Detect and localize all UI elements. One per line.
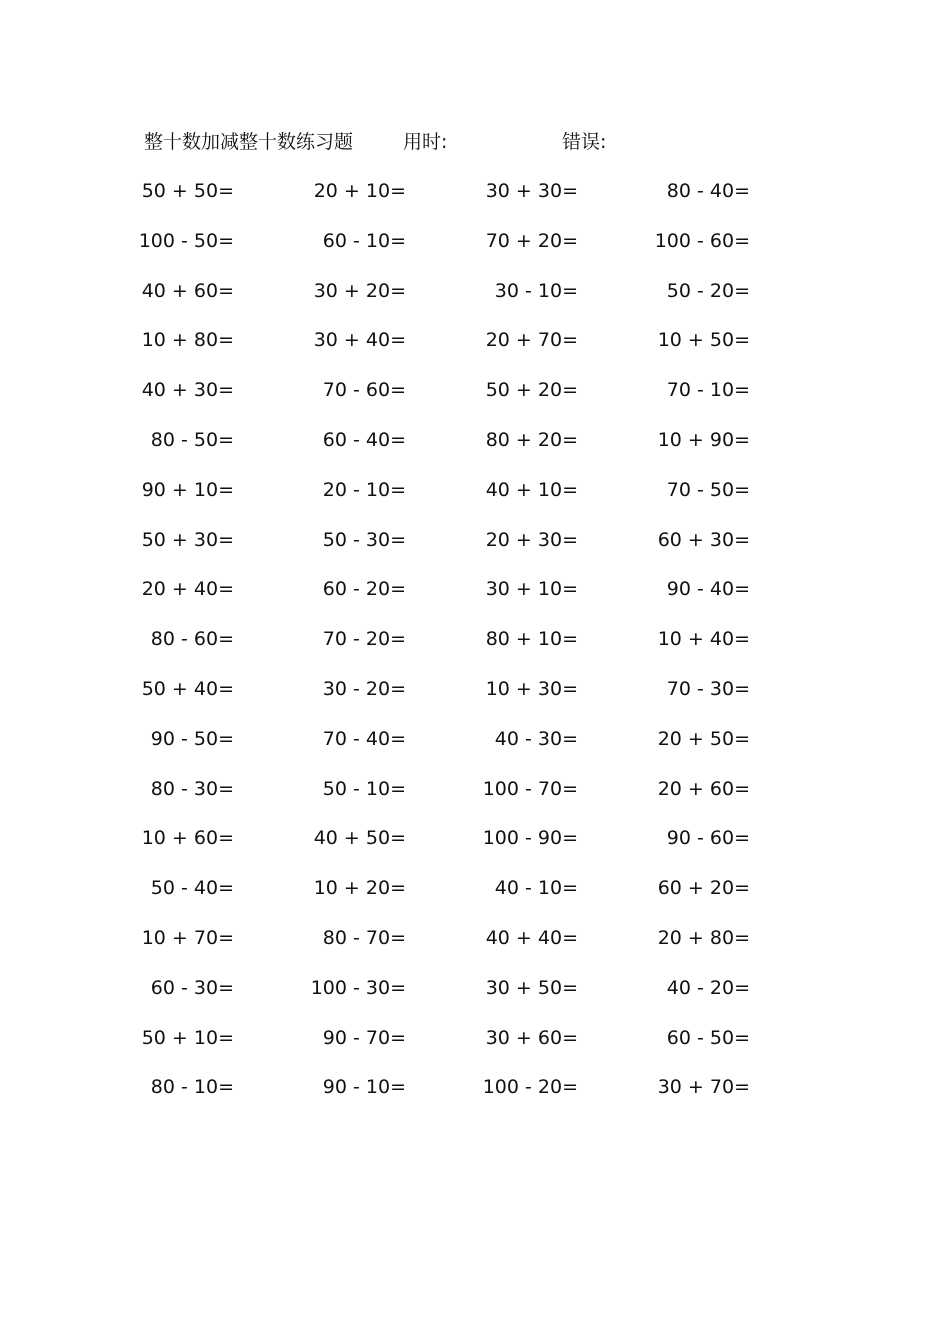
problem-row	[0, 278, 950, 328]
arithmetic-problem: 40 + 30=	[141, 379, 234, 402]
arithmetic-problem: 40 + 10=	[485, 478, 578, 501]
arithmetic-problem: 80 + 20=	[485, 428, 578, 451]
arithmetic-problem: 80 - 30=	[150, 777, 234, 800]
arithmetic-problem: 100 - 90=	[482, 827, 578, 850]
arithmetic-problem: 90 - 40=	[666, 578, 750, 601]
arithmetic-problem: 50 - 30=	[322, 528, 406, 551]
problem-row	[0, 576, 950, 626]
arithmetic-problem: 80 - 60=	[150, 628, 234, 651]
arithmetic-problem: 40 + 40=	[485, 926, 578, 949]
problem-row	[0, 726, 950, 776]
arithmetic-problem: 60 - 10=	[322, 229, 406, 252]
arithmetic-problem: 100 - 60=	[654, 229, 750, 252]
arithmetic-problem: 30 + 30=	[485, 180, 578, 202]
arithmetic-problem: 100 - 70=	[482, 777, 578, 800]
arithmetic-problem: 90 - 10=	[322, 1076, 406, 1099]
worksheet-title: 整十数加减整十数练习题	[144, 131, 354, 153]
arithmetic-problem: 70 - 50=	[666, 478, 750, 501]
arithmetic-problem: 80 - 10=	[150, 1076, 234, 1099]
problem-row	[0, 327, 950, 377]
arithmetic-problem: 10 + 50=	[657, 329, 750, 352]
problem-row	[0, 825, 950, 875]
arithmetic-problem: 10 + 30=	[485, 677, 578, 700]
arithmetic-problem: 50 - 10=	[322, 777, 406, 800]
arithmetic-problem: 80 - 40=	[666, 180, 750, 202]
problem-row	[0, 975, 950, 1025]
arithmetic-problem: 50 + 50=	[141, 180, 234, 202]
time-used-label: 用时:	[403, 131, 448, 153]
problem-row	[0, 527, 950, 577]
arithmetic-problem: 90 - 60=	[666, 827, 750, 850]
arithmetic-problem: 70 - 10=	[666, 379, 750, 402]
arithmetic-problem: 10 + 90=	[657, 428, 750, 451]
arithmetic-problem: 30 - 20=	[322, 677, 406, 700]
arithmetic-problem: 80 + 10=	[485, 628, 578, 651]
arithmetic-problem: 90 - 70=	[322, 1026, 406, 1049]
arithmetic-problem: 40 + 50=	[313, 827, 406, 850]
error-count-label: 错误:	[562, 131, 607, 153]
arithmetic-problem: 100 - 20=	[482, 1076, 578, 1099]
arithmetic-problem: 90 + 10=	[141, 478, 234, 501]
problem-row	[0, 377, 950, 427]
arithmetic-problem: 20 - 10=	[322, 478, 406, 501]
problem-grid	[0, 178, 950, 1124]
arithmetic-problem: 80 - 50=	[150, 428, 234, 451]
arithmetic-problem: 100 - 50=	[138, 229, 234, 252]
arithmetic-problem: 100 - 30=	[310, 976, 406, 999]
arithmetic-problem: 50 + 10=	[141, 1026, 234, 1049]
arithmetic-problem: 40 - 30=	[494, 727, 578, 750]
problem-row	[0, 477, 950, 527]
problem-row	[0, 228, 950, 278]
problem-row	[0, 626, 950, 676]
arithmetic-problem: 70 - 30=	[666, 677, 750, 700]
arithmetic-problem: 30 + 40=	[313, 329, 406, 352]
arithmetic-problem: 30 + 50=	[485, 976, 578, 999]
arithmetic-problem: 30 + 60=	[485, 1026, 578, 1049]
arithmetic-problem: 10 + 20=	[313, 877, 406, 900]
arithmetic-problem: 10 + 40=	[657, 628, 750, 651]
arithmetic-problem: 50 + 40=	[141, 677, 234, 700]
arithmetic-problem: 20 + 50=	[657, 727, 750, 750]
arithmetic-problem: 20 + 60=	[657, 777, 750, 800]
arithmetic-problem: 70 - 40=	[322, 727, 406, 750]
problem-row	[0, 1074, 950, 1124]
arithmetic-problem: 30 + 20=	[313, 279, 406, 302]
problem-row	[0, 875, 950, 925]
arithmetic-problem: 20 + 80=	[657, 926, 750, 949]
problem-row	[0, 776, 950, 826]
arithmetic-problem: 50 - 20=	[666, 279, 750, 302]
problem-row	[0, 178, 950, 228]
problem-row	[0, 925, 950, 975]
arithmetic-problem: 30 + 70=	[657, 1076, 750, 1099]
arithmetic-problem: 50 + 20=	[485, 379, 578, 402]
arithmetic-problem: 70 - 20=	[322, 628, 406, 651]
arithmetic-problem: 90 - 50=	[150, 727, 234, 750]
arithmetic-problem: 60 - 20=	[322, 578, 406, 601]
arithmetic-problem: 40 - 20=	[666, 976, 750, 999]
arithmetic-problem: 50 - 40=	[150, 877, 234, 900]
arithmetic-problem: 20 + 40=	[141, 578, 234, 601]
arithmetic-problem: 70 - 60=	[322, 379, 406, 402]
arithmetic-problem: 20 + 10=	[313, 180, 406, 202]
problem-row	[0, 427, 950, 477]
arithmetic-problem: 10 + 60=	[141, 827, 234, 850]
arithmetic-problem: 40 - 10=	[494, 877, 578, 900]
problem-row	[0, 676, 950, 726]
arithmetic-problem: 60 - 40=	[322, 428, 406, 451]
arithmetic-problem: 30 + 10=	[485, 578, 578, 601]
arithmetic-problem: 40 + 60=	[141, 279, 234, 302]
arithmetic-problem: 60 - 30=	[150, 976, 234, 999]
arithmetic-problem: 30 - 10=	[494, 279, 578, 302]
arithmetic-problem: 50 + 30=	[141, 528, 234, 551]
arithmetic-problem: 10 + 80=	[141, 329, 234, 352]
arithmetic-problem: 10 + 70=	[141, 926, 234, 949]
problem-row	[0, 1025, 950, 1075]
arithmetic-problem: 60 + 30=	[657, 528, 750, 551]
arithmetic-problem: 60 + 20=	[657, 877, 750, 900]
arithmetic-problem: 80 - 70=	[322, 926, 406, 949]
arithmetic-problem: 20 + 30=	[485, 528, 578, 551]
arithmetic-problem: 20 + 70=	[485, 329, 578, 352]
arithmetic-problem: 60 - 50=	[666, 1026, 750, 1049]
arithmetic-problem: 70 + 20=	[485, 229, 578, 252]
